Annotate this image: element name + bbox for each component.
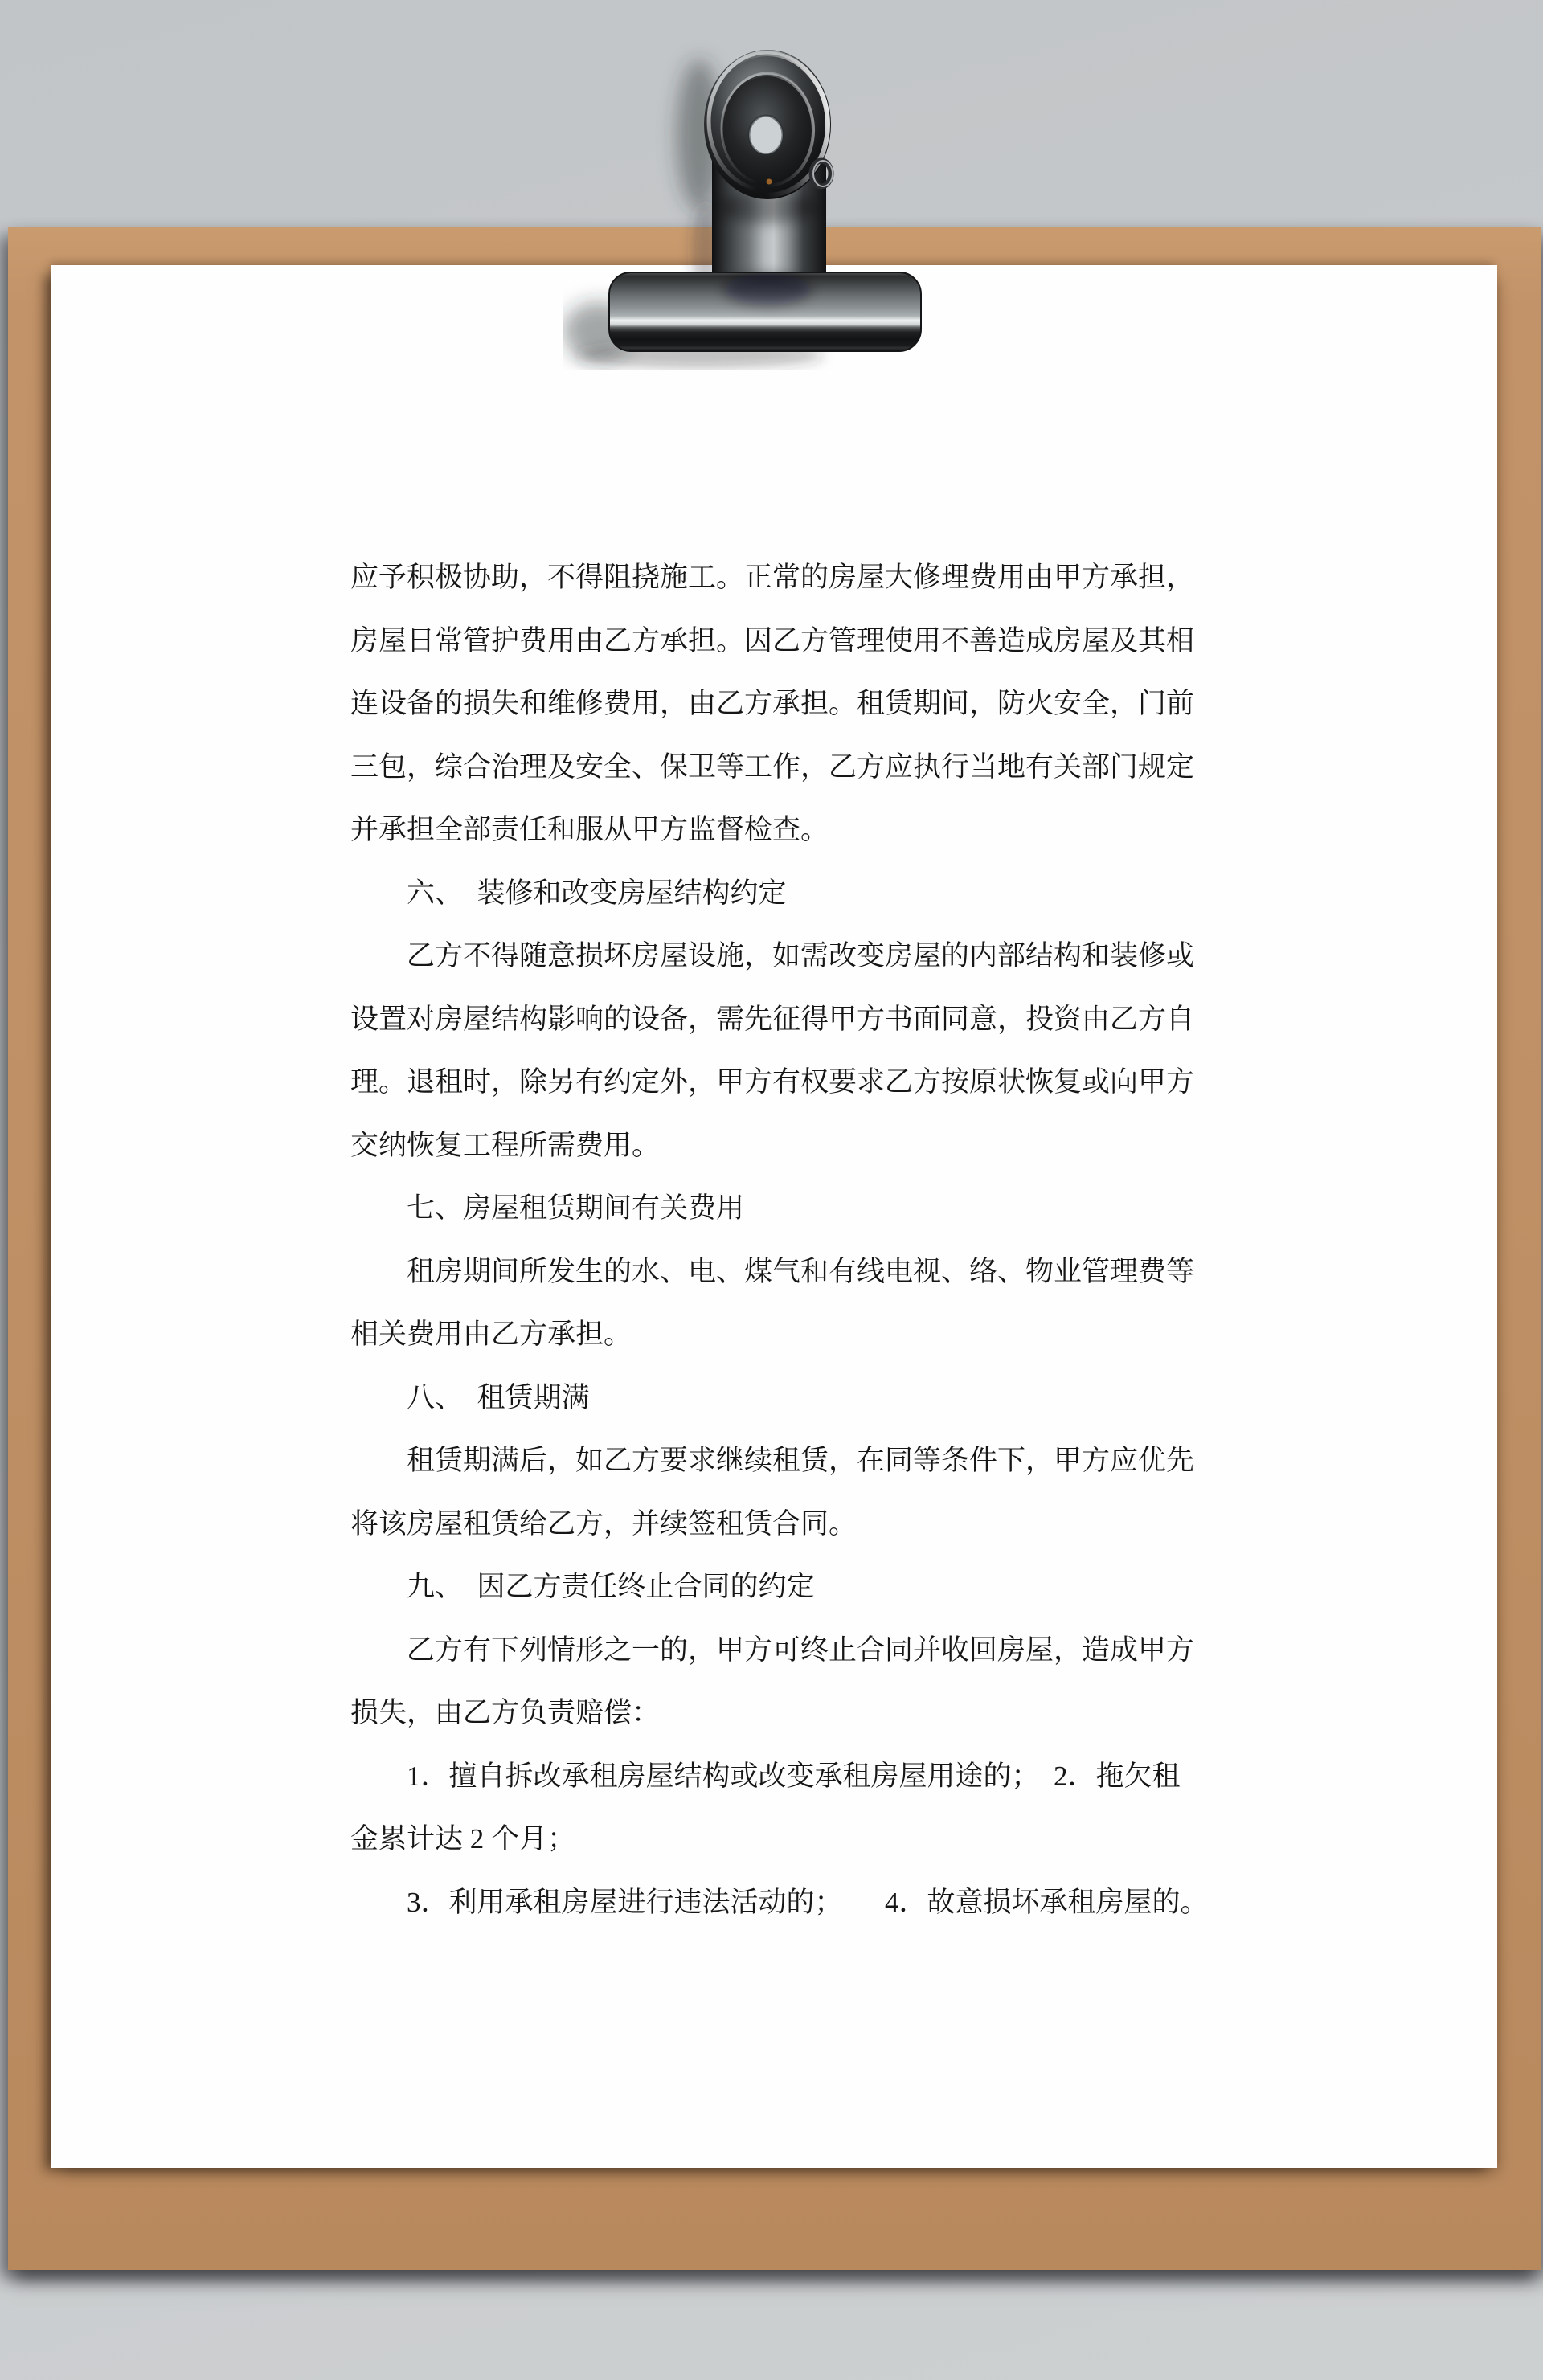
- document-line: 并承担全部责任和服从甲方监督检查。: [350, 814, 829, 845]
- document-line: 设置对房屋结构影响的设备，需先征得甲方书面同意，投资由乙方自: [350, 1003, 1195, 1035]
- document-line: 理。退租时，除另有约定外，甲方有权要求乙方按原状恢复或向甲方: [350, 1066, 1195, 1098]
- document-line: 租赁期满后，如乙方要求继续租赁，在同等条件下，甲方应优先: [350, 1445, 1195, 1476]
- document-line: 金累计达 2 个月；: [350, 1823, 576, 1855]
- document-line: 交纳恢复工程所需费用。: [350, 1129, 661, 1161]
- document-line: 将该房屋租赁给乙方，并续签租赁合同。: [350, 1507, 857, 1540]
- document-line: 租房期间所发生的水、电、煤气和有线电视、络、物业管理费等: [350, 1255, 1195, 1287]
- document-line: 损失，由乙方负责赔偿：: [350, 1697, 661, 1728]
- document-text: [350, 546, 1210, 1934]
- clip-glint: [767, 179, 772, 185]
- document-line: 3．利用承租房屋进行违法活动的； 4．故意损坏承租房屋的。: [350, 1886, 1209, 1918]
- document-line: 连设备的损失和维修费用，由乙方承担。租赁期间，防火安全，门前: [350, 688, 1195, 719]
- binder-clip: [563, 16, 948, 370]
- document-section-heading: 九、 因乙方责任终止合同的约定: [350, 1571, 815, 1602]
- document-line: 乙方有下列情形之一的，甲方可终止合同并收回房屋，造成甲方: [350, 1634, 1195, 1666]
- document-line: 应予积极协助，不得阻挠施工。正常的房屋大修理费用由甲方承担，: [350, 562, 1195, 593]
- document-line: 相关费用由乙方承担。: [350, 1319, 632, 1350]
- document-section-heading: 七、房屋租赁期间有关费用: [350, 1192, 745, 1224]
- document-section-heading: 八、 租赁期满: [350, 1381, 590, 1413]
- document-line: 乙方不得随意损坏房屋设施，如需改变房屋的内部结构和装修或: [350, 940, 1195, 971]
- document-line: 房屋日常管护费用由乙方承担。因乙方管理使用不善造成房屋及其相: [350, 624, 1195, 656]
- document-line: 1．擅自拆改承租房屋结构或改变承租房屋用途的； 2．拖欠租: [350, 1760, 1181, 1792]
- document-line: 三包，综合治理及安全、保卫等工作，乙方应执行当地有关部门规定: [350, 750, 1195, 783]
- document-section-heading: 六、 装修和改变房屋结构约定: [350, 877, 787, 909]
